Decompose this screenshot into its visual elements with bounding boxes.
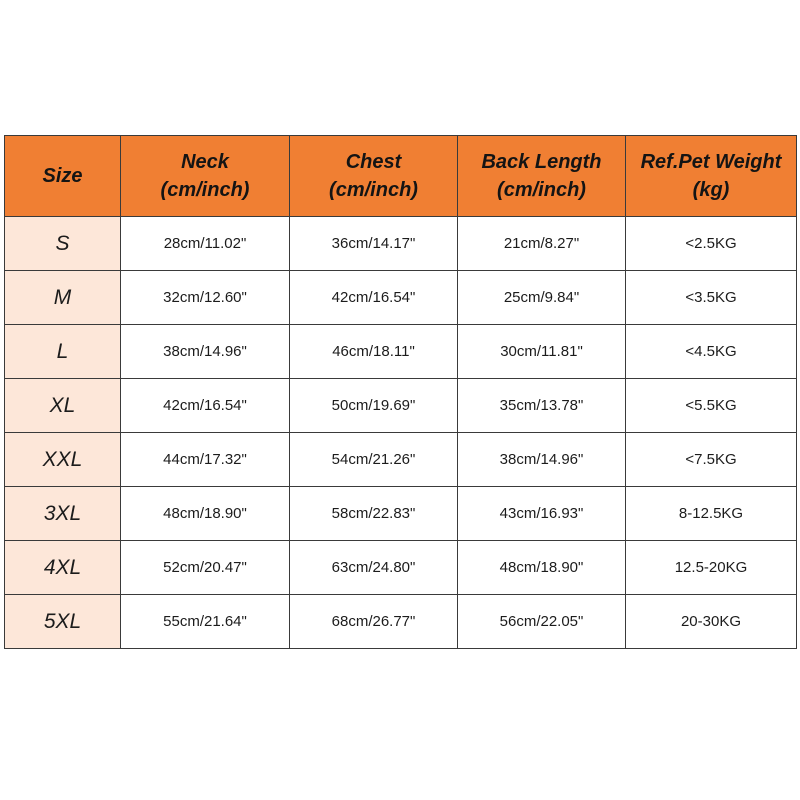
back-length-cell: 43cm/16.93" (458, 487, 626, 541)
header-back-length (458, 136, 626, 217)
size-cell: 4XL (5, 541, 121, 595)
size-cell: XXL (5, 433, 121, 487)
weight-cell: 20-30KG (626, 595, 797, 649)
neck-cell: 28cm/11.02" (121, 217, 290, 271)
size-cell: 5XL (5, 595, 121, 649)
table-row (5, 433, 797, 487)
back-length-cell: 25cm/9.84" (458, 271, 626, 325)
header-pet-weight (626, 136, 797, 217)
weight-cell: <7.5KG (626, 433, 797, 487)
back-length-cell: 30cm/11.81" (458, 325, 626, 379)
chest-cell: 42cm/16.54" (290, 271, 458, 325)
size-cell: M (5, 271, 121, 325)
header-row (5, 136, 797, 217)
header-pet-weight-unit: (kg) (692, 179, 730, 201)
chest-cell: 63cm/24.80" (290, 541, 458, 595)
neck-cell: 38cm/14.96" (121, 325, 290, 379)
header-neck-unit: (cm/inch) (160, 179, 250, 201)
weight-cell: <5.5KG (626, 379, 797, 433)
header-neck-label: Neck (181, 151, 229, 173)
weight-cell: 12.5-20KG (626, 541, 797, 595)
chest-cell: 46cm/18.11" (290, 325, 458, 379)
table-row (5, 541, 797, 595)
neck-cell: 32cm/12.60" (121, 271, 290, 325)
header-pet-weight-label: Ref.Pet Weight (640, 151, 782, 173)
table-row (5, 217, 797, 271)
table-row (5, 379, 797, 433)
weight-cell: <2.5KG (626, 217, 797, 271)
size-chart-table (4, 135, 797, 649)
neck-cell: 42cm/16.54" (121, 379, 290, 433)
chest-cell: 36cm/14.17" (290, 217, 458, 271)
back-length-cell: 35cm/13.78" (458, 379, 626, 433)
table-row (5, 325, 797, 379)
weight-cell: <4.5KG (626, 325, 797, 379)
size-cell: XL (5, 379, 121, 433)
header-chest-label: Chest (345, 151, 402, 173)
weight-cell: <3.5KG (626, 271, 797, 325)
chest-cell: 68cm/26.77" (290, 595, 458, 649)
weight-cell: 8-12.5KG (626, 487, 797, 541)
header-size-label: Size (42, 165, 83, 187)
neck-cell: 55cm/21.64" (121, 595, 290, 649)
header-chest (290, 136, 458, 217)
neck-cell: 48cm/18.90" (121, 487, 290, 541)
header-back-length-label: Back Length (481, 151, 602, 173)
back-length-cell: 38cm/14.96" (458, 433, 626, 487)
neck-cell: 52cm/20.47" (121, 541, 290, 595)
back-length-cell: 48cm/18.90" (458, 541, 626, 595)
size-cell: L (5, 325, 121, 379)
chest-cell: 54cm/21.26" (290, 433, 458, 487)
chest-cell: 58cm/22.83" (290, 487, 458, 541)
table-row (5, 271, 797, 325)
header-chest-unit: (cm/inch) (329, 179, 418, 201)
table-row (5, 595, 797, 649)
header-neck (121, 136, 290, 217)
table-body (5, 217, 797, 649)
size-cell: S (5, 217, 121, 271)
chest-cell: 50cm/19.69" (290, 379, 458, 433)
size-cell: 3XL (5, 487, 121, 541)
header-back-length-unit: (cm/inch) (497, 179, 586, 201)
table-row (5, 487, 797, 541)
back-length-cell: 21cm/8.27" (458, 217, 626, 271)
neck-cell: 44cm/17.32" (121, 433, 290, 487)
back-length-cell: 56cm/22.05" (458, 595, 626, 649)
header-size (5, 136, 121, 217)
